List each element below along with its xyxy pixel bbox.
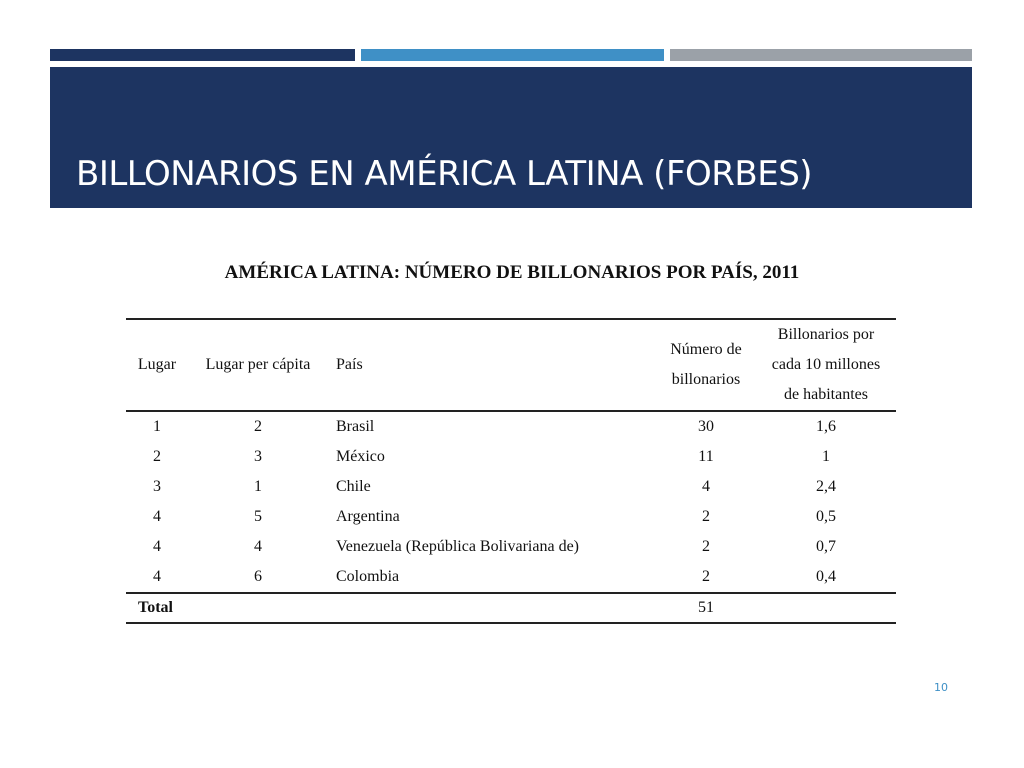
cell-lugar: 1 bbox=[153, 418, 161, 435]
title-band bbox=[50, 67, 972, 208]
cell-pais: Venezuela (República Bolivariana de) bbox=[336, 538, 579, 555]
cell-lugar-per-capita: 5 bbox=[254, 508, 262, 525]
cell-pais: Colombia bbox=[336, 568, 400, 585]
cell-lugar-per-capita: 6 bbox=[254, 568, 262, 585]
header-ratio-line1: Billonarios por bbox=[777, 326, 875, 343]
header-numero bbox=[656, 319, 756, 411]
table-row bbox=[126, 562, 896, 593]
cell-pais: México bbox=[336, 448, 385, 465]
table-title: AMÉRICA LATINA: NÚMERO DE BILLONARIOS POR PAÍS, 2011 bbox=[224, 262, 800, 283]
cell-numero: 2 bbox=[702, 508, 710, 525]
cell-pais: Chile bbox=[336, 478, 371, 495]
cell-numero: 4 bbox=[702, 478, 710, 495]
table-footer bbox=[126, 593, 896, 623]
header-pais: País bbox=[336, 356, 363, 373]
header-numero-line1: Número de bbox=[670, 341, 742, 358]
header-numero-line2: billonarios bbox=[671, 371, 741, 388]
total-label: Total bbox=[138, 599, 173, 616]
accent-bar-blue bbox=[361, 49, 664, 61]
cell-pais: Argentina bbox=[336, 508, 400, 525]
cell-pais: Brasil bbox=[336, 418, 375, 435]
header-ratio-line3: de habitantes bbox=[784, 386, 868, 403]
cell-lugar-per-capita: 4 bbox=[254, 538, 262, 555]
page-number: 10 bbox=[934, 681, 948, 694]
total-empty-ratio bbox=[756, 593, 896, 623]
cell-ratio: 2,4 bbox=[816, 478, 836, 495]
cell-numero: 2 bbox=[702, 568, 710, 585]
header-ratio bbox=[756, 319, 896, 411]
cell-lugar: 4 bbox=[153, 568, 161, 585]
table-row bbox=[126, 472, 896, 502]
total-row bbox=[126, 593, 896, 623]
cell-ratio: 0,4 bbox=[816, 568, 836, 585]
header-lugar: Lugar bbox=[137, 356, 177, 373]
cell-numero: 2 bbox=[702, 538, 710, 555]
billionaires-table bbox=[126, 318, 896, 624]
header-row bbox=[126, 319, 896, 411]
cell-lugar: 2 bbox=[153, 448, 161, 465]
slide-title: BILLONARIOS EN AMÉRICA LATINA (FORBES) bbox=[76, 154, 813, 194]
total-empty-pais bbox=[328, 593, 656, 623]
cell-lugar: 4 bbox=[153, 508, 161, 525]
cell-ratio: 1,6 bbox=[816, 418, 836, 435]
total-numero: 51 bbox=[698, 599, 714, 616]
table-body bbox=[126, 411, 896, 593]
accent-bar-navy bbox=[50, 49, 355, 61]
cell-ratio: 0,7 bbox=[816, 538, 836, 555]
header-lugar-per-capita: Lugar per cápita bbox=[205, 356, 311, 373]
cell-lugar-per-capita: 2 bbox=[254, 418, 262, 435]
cell-lugar: 4 bbox=[153, 538, 161, 555]
table-row bbox=[126, 442, 896, 472]
accent-bar-gray bbox=[670, 49, 972, 61]
table-row bbox=[126, 502, 896, 532]
cell-lugar-per-capita: 3 bbox=[254, 448, 262, 465]
header-ratio-line2: cada 10 millones bbox=[771, 356, 881, 373]
cell-lugar-per-capita: 1 bbox=[254, 478, 262, 495]
table-row bbox=[126, 411, 896, 442]
cell-ratio: 1 bbox=[822, 448, 830, 465]
cell-ratio: 0,5 bbox=[816, 508, 836, 525]
table-header bbox=[126, 319, 896, 411]
cell-lugar: 3 bbox=[153, 478, 161, 495]
cell-numero: 11 bbox=[698, 448, 714, 465]
table-row bbox=[126, 532, 896, 562]
cell-numero: 30 bbox=[698, 418, 714, 435]
